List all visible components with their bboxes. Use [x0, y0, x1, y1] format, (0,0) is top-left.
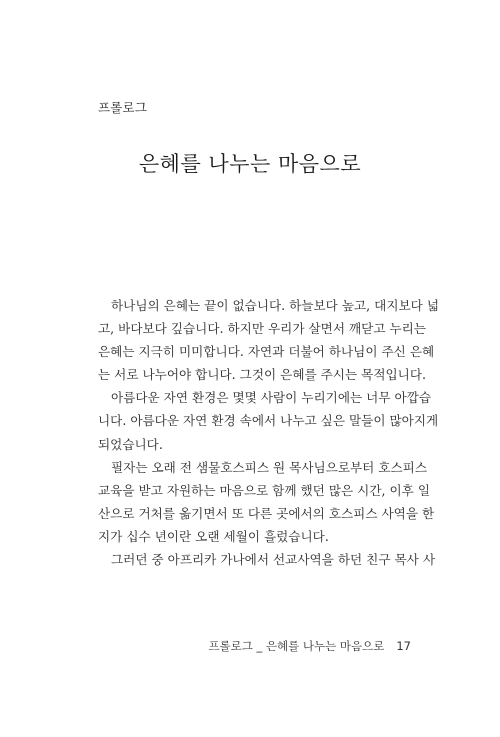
running-title: 프롤로그 _ 은혜를 나누는 마음으로	[208, 639, 385, 653]
body-line: 교육을 받고 자원하는 마음으로 함께 했던 많은 시간, 이후 일	[98, 482, 431, 498]
body-line: 은혜는 지극히 미미합니다. 자연과 더불어 하나님이 주신 은혜	[98, 344, 435, 360]
body-line: 하나님의 은혜는 끝이 없습니다. 하늘보다 높고, 대지보다 넓	[111, 298, 440, 313]
page-footer	[208, 638, 411, 654]
body-line: 는 서로 나누어야 합니다. 그것이 은혜를 주시는 목적입니다.	[98, 367, 427, 383]
body-line: 필자는 오래 전 샘물호스피스 원 목사님으로부터 호스피스	[111, 459, 427, 475]
chapter-title: 은혜를 나누는 마음으로	[138, 152, 362, 176]
body-line: 지가 십수 년이란 오랜 세월이 흘렀습니다.	[98, 528, 329, 544]
body-line: 산으로 거처를 옮기면서 또 다른 곳에서의 호스피스 사역을 한	[98, 505, 435, 521]
body-line: 그러던 중 아프리카 가나에서 선교사역을 하던 친구 목사 사	[111, 552, 435, 568]
body-line: 니다. 아름다운 자연 환경 속에서 나누고 싶은 말들이 많아지게	[98, 413, 439, 429]
body-text	[98, 294, 440, 571]
body-line: 고, 바다보다 깊습니다. 하지만 우리가 살면서 깨닫고 누리는	[98, 321, 427, 337]
body-line: 되었습니다.	[98, 436, 163, 452]
section-label: 프롤로그	[98, 100, 148, 115]
page-number: 17	[396, 639, 411, 653]
body-line: 아름다운 자연 환경은 몇몇 사람이 누리기에는 너무 아깝습	[111, 390, 431, 406]
